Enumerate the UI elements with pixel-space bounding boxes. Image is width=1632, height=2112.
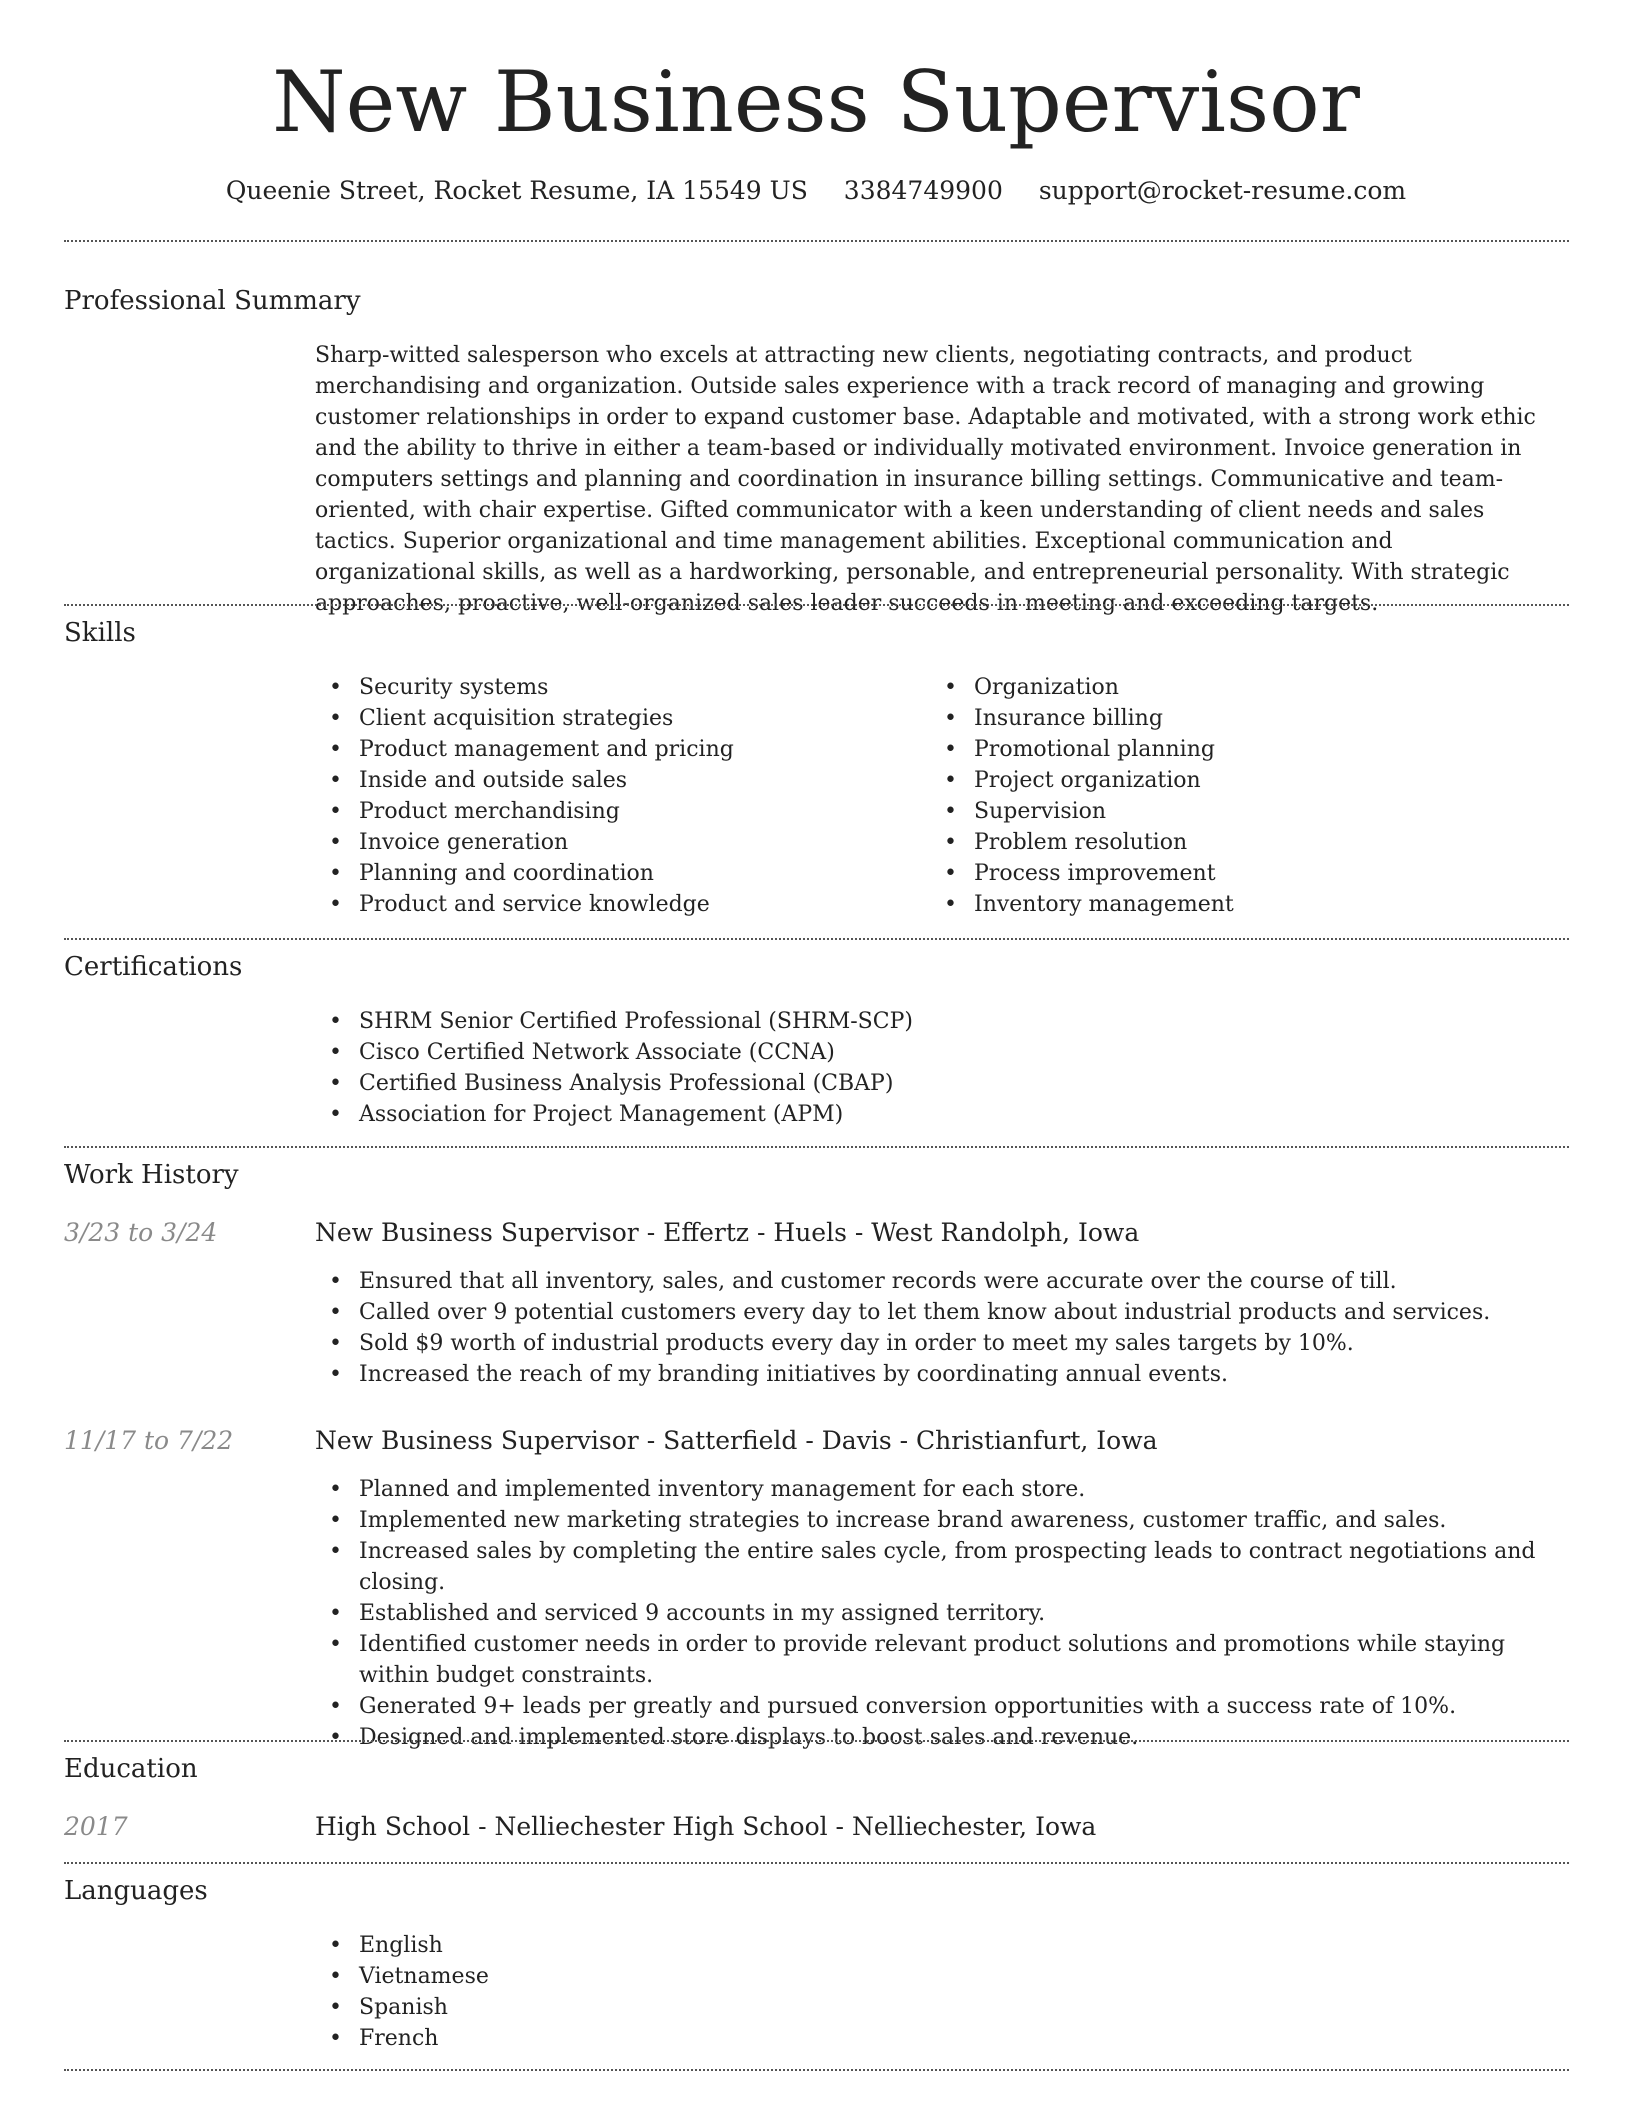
skill-item: • Planning and coordination [315, 858, 915, 889]
skill-item: • Supervision [930, 796, 1530, 827]
divider [64, 938, 1569, 940]
skill-item: • Promotional planning [930, 734, 1530, 765]
certification-item: • SHRM Senior Certified Professional (SHRM-SCP) [315, 1006, 1555, 1037]
job-bullet: • Increased the reach of my branding initiatives by coordinating annual events. [315, 1359, 1565, 1390]
languages-list [315, 1930, 1555, 2054]
certification-item: • Certified Business Analysis Professional (CBAP) [315, 1068, 1555, 1099]
education-entry: High School - Nelliechester High School - Nelliechester, Iowa [315, 1812, 1097, 1841]
summary-text: Sharp-witted salesperson who excels at attracting new clients, negotiating contracts, and product merchandising and organization. Outside sales experience with a track record of managing and growing customer relationships in order to expand customer base. Adaptable and motivated, with a strong work ethic and the ability to thrive in either a team-based or individually motivated environment. Invoice generation in computers settings and planning and coordination in insurance billing settings. Communicative and team-oriented, with chair expertise. Gifted communicator with a keen understanding of client needs and sales tactics. Superior organizational and time management abilities. Exceptional communication and organizational skills, as well as a hardworking, personable, and entrepreneurial personality. With strategic approaches, proactive, well-organized sales leader succeeds in meeting and exceeding targets. [315, 343, 1536, 616]
resume-header [0, 52, 1632, 207]
section-title-summary: Professional Summary [64, 286, 361, 316]
skill-item: • Process improvement [930, 858, 1530, 889]
section-title-languages: Languages [64, 1876, 208, 1906]
language-item: • French [315, 2023, 1555, 2054]
skill-item: • Invoice generation [315, 827, 915, 858]
skill-item: • Product merchandising [315, 796, 915, 827]
skill-item: • Inventory management [930, 889, 1530, 920]
job-bullet: • Planned and implemented inventory management for each store. [315, 1474, 1565, 1505]
candidate-name: New Business Supervisor [272, 53, 1360, 151]
job-bullet: • Generated 9+ leads per greatly and pursued conversion opportunities with a success rate of 10%. [315, 1691, 1565, 1722]
job-bullets [315, 1266, 1565, 1390]
skill-item: • Insurance billing [930, 703, 1530, 734]
skill-item: • Organization [930, 672, 1530, 703]
divider [64, 1740, 1569, 1742]
job-dates: 11/17 to 7/22 [64, 1426, 234, 1455]
email-address: support@rocket-resume.com [1038, 176, 1407, 205]
education-date: 2017 [64, 1812, 128, 1841]
job-bullet: • Increased sales by completing the entire sales cycle, from prospecting leads to contract negotiations and closing. [315, 1536, 1565, 1598]
job-dates: 3/23 to 3/24 [64, 1218, 218, 1247]
certification-item: • Cisco Certified Network Associate (CCNA) [315, 1037, 1555, 1068]
divider [64, 240, 1569, 242]
language-item: • Vietnamese [315, 1961, 1555, 1992]
section-title-work-history: Work History [64, 1160, 239, 1190]
section-title-skills: Skills [64, 618, 136, 648]
job-bullet: • Established and serviced 9 accounts in my assigned territory. [315, 1598, 1565, 1629]
skills-list-left [315, 672, 915, 920]
skill-item: • Product management and pricing [315, 734, 915, 765]
job-bullet: • Designed and implemented store displays to boost sales and revenue. [315, 1722, 1565, 1753]
skill-item: • Project organization [930, 765, 1530, 796]
job-bullets [315, 1474, 1565, 1753]
certification-item: • Association for Project Management (APM) [315, 1099, 1555, 1130]
skill-item: • Client acquisition strategies [315, 703, 915, 734]
section-title-certifications: Certifications [64, 952, 243, 982]
job-bullet: • Called over 9 potential customers every day to let them know about industrial products and services. [315, 1297, 1565, 1328]
skills-list-right [930, 672, 1530, 920]
job-bullet: • Identified customer needs in order to provide relevant product solutions and promotions while staying within budget constraints. [315, 1629, 1565, 1691]
certifications-list [315, 1006, 1555, 1130]
address: Queenie Street, Rocket Resume, IA 15549 US [225, 176, 808, 205]
divider [64, 1862, 1569, 1864]
job-heading: New Business Supervisor - Effertz - Huels - West Randolph, Iowa [315, 1218, 1140, 1247]
skill-item: • Inside and outside sales [315, 765, 915, 796]
language-item: • English [315, 1930, 1555, 1961]
phone-number: 3384749900 [843, 176, 1003, 205]
job-bullet: • Ensured that all inventory, sales, and customer records were accurate over the course of till. [315, 1266, 1565, 1297]
skill-item: • Security systems [315, 672, 915, 703]
divider [64, 1146, 1569, 1148]
skill-item: • Product and service knowledge [315, 889, 915, 920]
language-item: • Spanish [315, 1992, 1555, 2023]
divider [64, 2069, 1569, 2071]
skill-item: • Problem resolution [930, 827, 1530, 858]
job-heading: New Business Supervisor - Satterfield - Davis - Christianfurt, Iowa [315, 1426, 1158, 1455]
job-bullet: • Sold $9 worth of industrial products every day in order to meet my sales targets by 10%. [315, 1328, 1565, 1359]
contact-line [0, 175, 1632, 207]
divider [64, 604, 1569, 606]
section-title-education: Education [64, 1754, 198, 1784]
job-bullet: • Implemented new marketing strategies to increase brand awareness, customer traffic, and sales. [315, 1505, 1565, 1536]
